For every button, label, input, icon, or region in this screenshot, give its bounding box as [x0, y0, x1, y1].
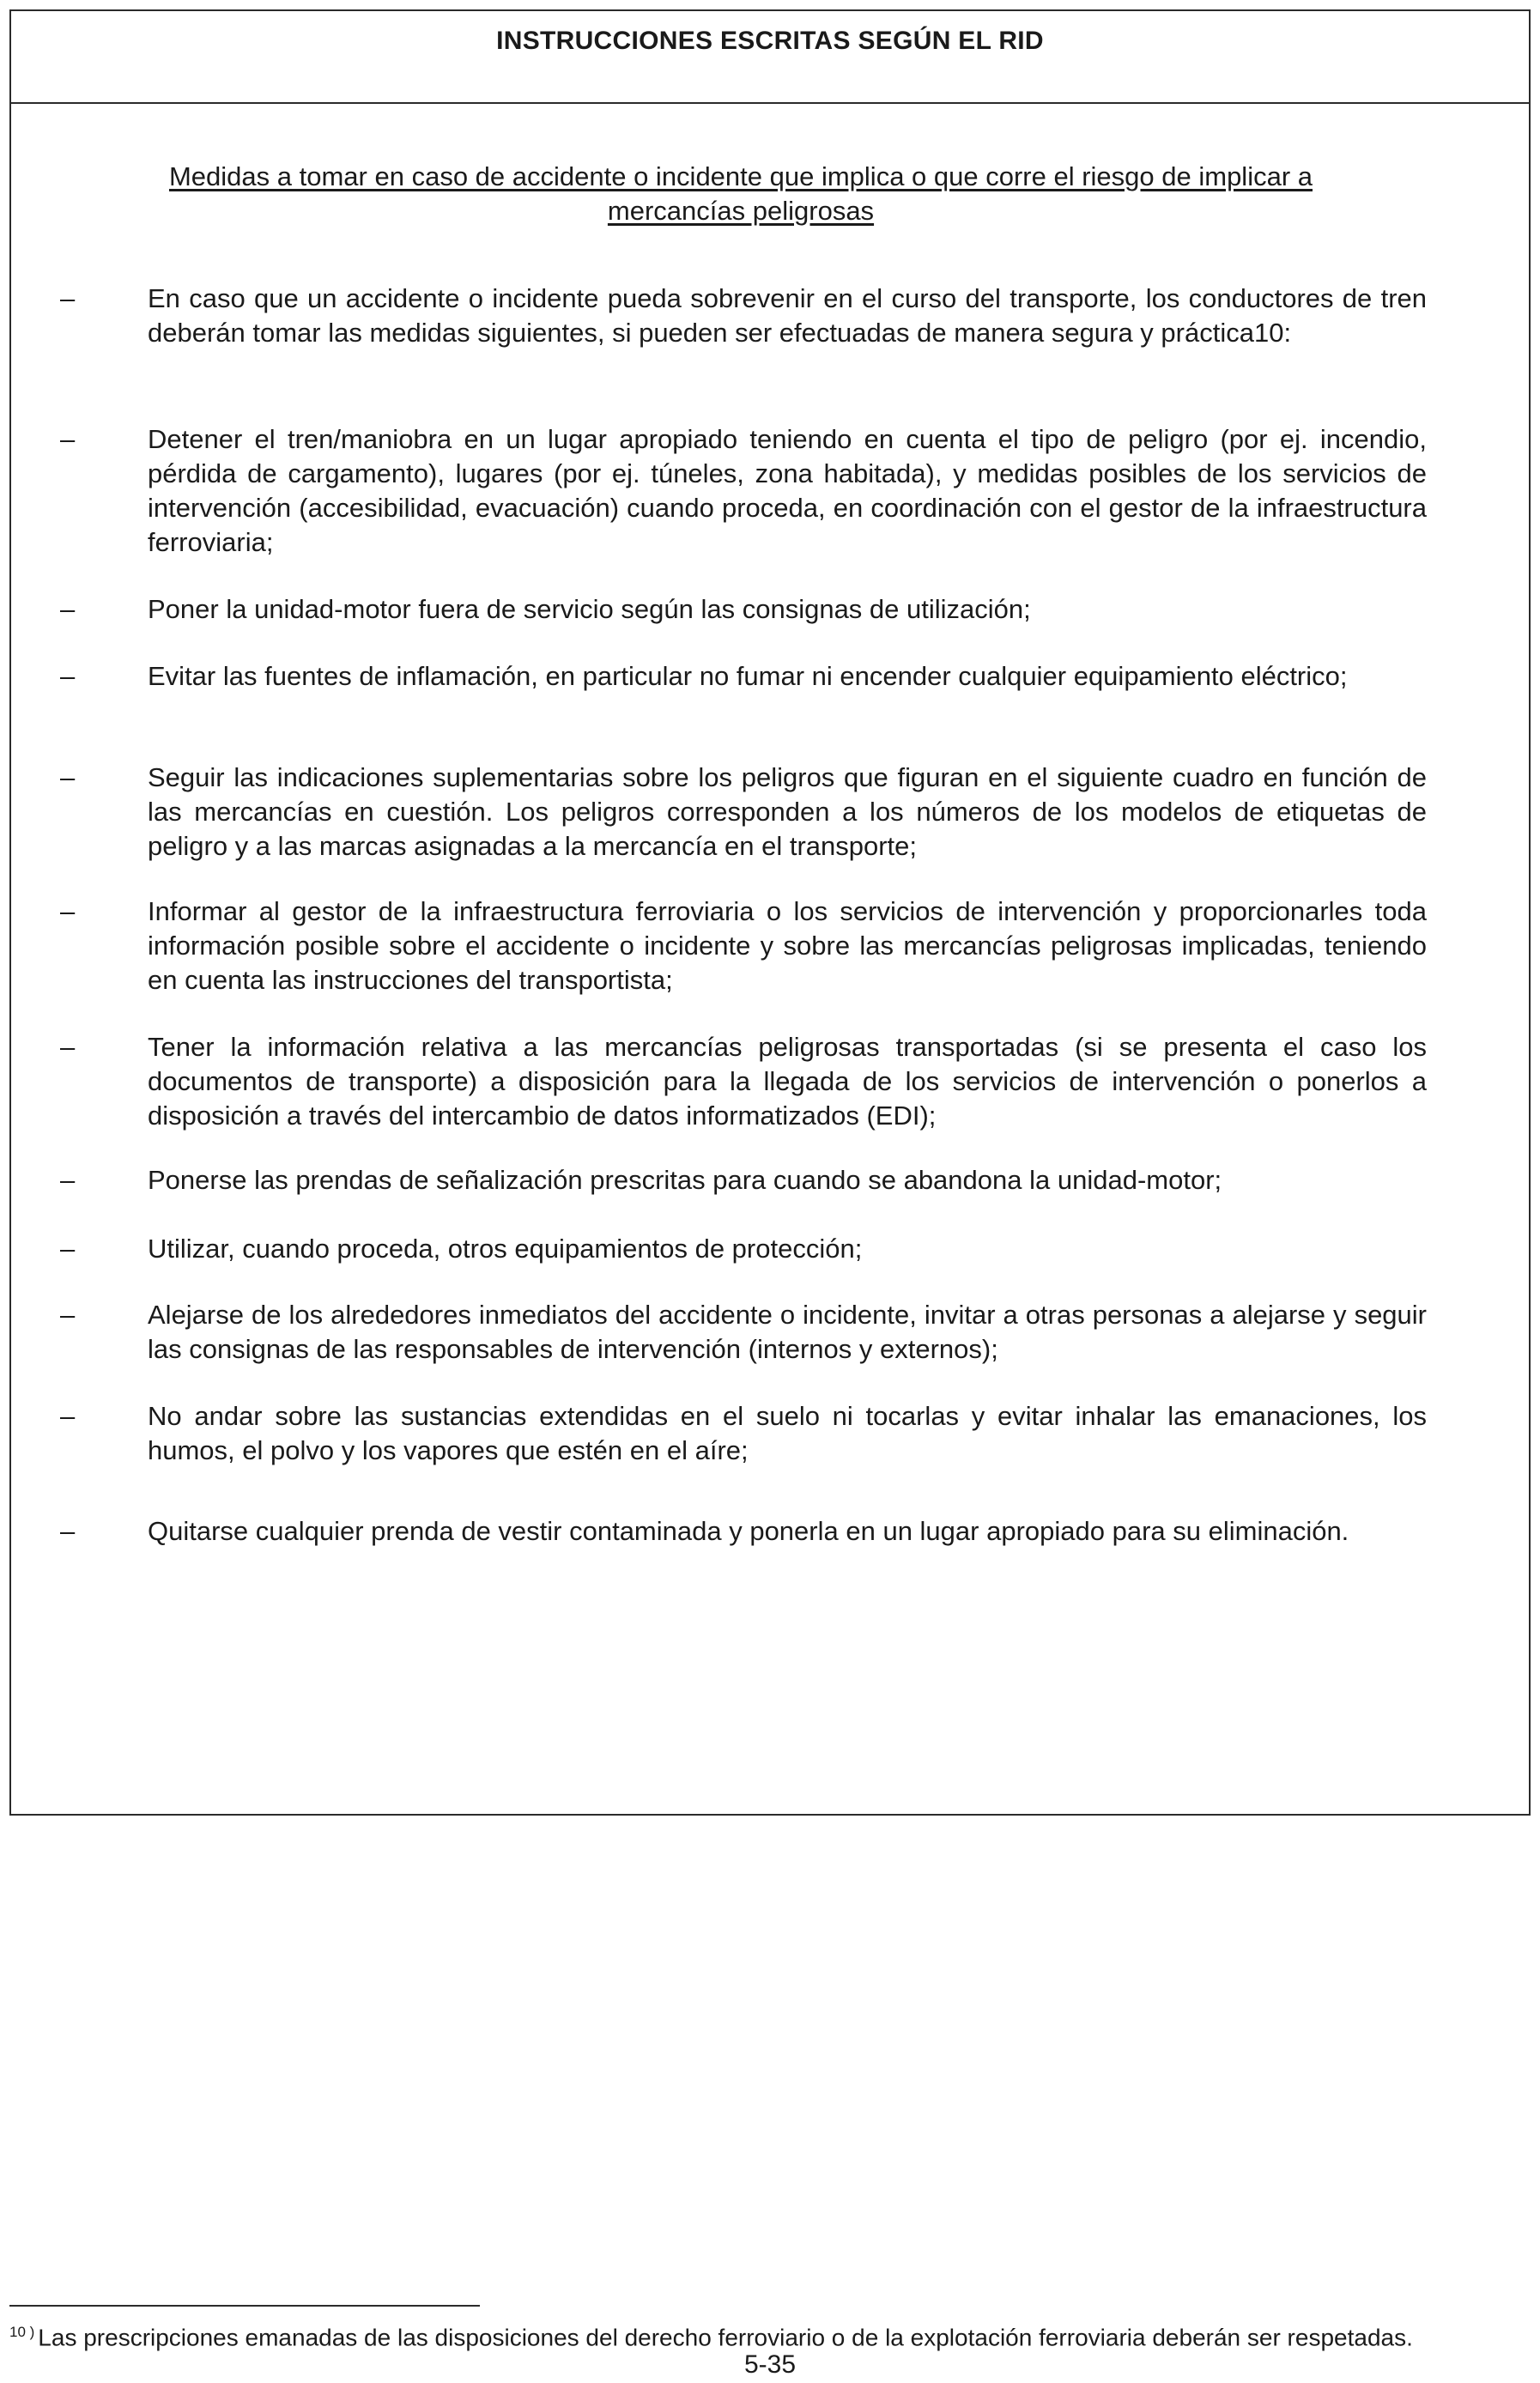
footnote-marker: 10 )	[9, 2324, 35, 2340]
list-dash: –	[60, 1165, 76, 1195]
list-dash: –	[60, 283, 76, 313]
list-dash: –	[60, 762, 76, 792]
list-item-text: Utilizar, cuando proceda, otros equipamientos de protección;	[148, 1234, 863, 1264]
box-header	[11, 11, 1529, 104]
footnote	[9, 2318, 1413, 2352]
list-dash: –	[60, 594, 76, 624]
list-dash: –	[60, 1401, 76, 1431]
list-dash: –	[60, 1032, 76, 1062]
list-item-text: Detener el tren/maniobra en un lugar apropiado teniendo en cuenta el tipo de peligro (por ej. incendio, pérdida de cargamento), lugares (por ej. túneles, zona habitada), y medidas posibles de los servicios de intervención (accesibilidad, evacuación) cuando proceda, en coordinación con el gestor de la infraestructura ferroviaria;	[148, 424, 1427, 557]
list-item-text: Seguir las indicaciones suplementarias sobre los peligros que figuran en el siguiente cuadro en función de las mercancías en cuestión. Los peligros corresponden a los números de los modelos de etiquetas de peligro y a las marcas asignadas a la mercancía en el transporte;	[148, 762, 1427, 861]
list-item-text: Ponerse las prendas de señalización prescritas para cuando se abandona la unidad-motor;	[148, 1165, 1222, 1195]
list-dash: –	[60, 1300, 76, 1330]
page-title: INSTRUCCIONES ESCRITAS SEGÚN EL RID	[496, 27, 1044, 55]
list-item-text: Tener la información relativa a las mercancías peligrosas transportadas (si se presenta el caso los documentos de transporte) a disposición para la llegada de los servicios de intervención o ponerlos a disposición a través del intercambio de datos informatizados (EDI);	[148, 1032, 1427, 1131]
list-dash: –	[60, 896, 76, 926]
list-dash: –	[60, 424, 76, 454]
list-item-text: Informar al gestor de la infraestructura ferroviaria o los servicios de intervención y proporcionarles toda información posible sobre el accidente o incidente y sobre las mercancías peligrosas implicadas, teniendo en cuenta las instrucciones del transportista;	[148, 896, 1427, 995]
page-number: 5-35	[743, 2350, 797, 2379]
list-dash: –	[60, 661, 76, 691]
list-item-text: Quitarse cualquier prenda de vestir contaminada y ponerla en un lugar apropiado para su eliminación.	[148, 1516, 1349, 1546]
list-item-text: En caso que un accidente o incidente pueda sobrevenir en el curso del transporte, los conductores de tren deberán tomar las medidas siguientes, si pueden ser efectuadas de manera segura y práctica10:	[148, 283, 1427, 348]
list-item-text: Poner la unidad-motor fuera de servicio según las consignas de utilización;	[148, 594, 1031, 624]
section-heading: Medidas a tomar en caso de accidente o incidente que implica o que corre el riesgo de implicar a mercancías peligrosas	[168, 161, 1313, 226]
footnote-text: Las prescripciones emanadas de las disposiciones del derecho ferroviario o de la explotación ferroviaria deberán ser respetadas.	[38, 2324, 1413, 2351]
list-dash: –	[60, 1234, 76, 1264]
footnote-divider	[9, 2305, 480, 2307]
list-item-text: Alejarse de los alrededores inmediatos del accidente o incidente, invitar a otras personas a alejarse y seguir las consignas de las responsables de intervención (internos y externos);	[148, 1300, 1427, 1364]
list-item-text: No andar sobre las sustancias extendidas en el suelo ni tocarlas y evitar inhalar las emanaciones, los humos, el polvo y los vapores que estén en el aíre;	[148, 1401, 1427, 1465]
list-dash: –	[60, 1516, 76, 1546]
list-item-text: Evitar las fuentes de inflamación, en particular no fumar ni encender cualquier equipamiento eléctrico;	[148, 661, 1348, 691]
